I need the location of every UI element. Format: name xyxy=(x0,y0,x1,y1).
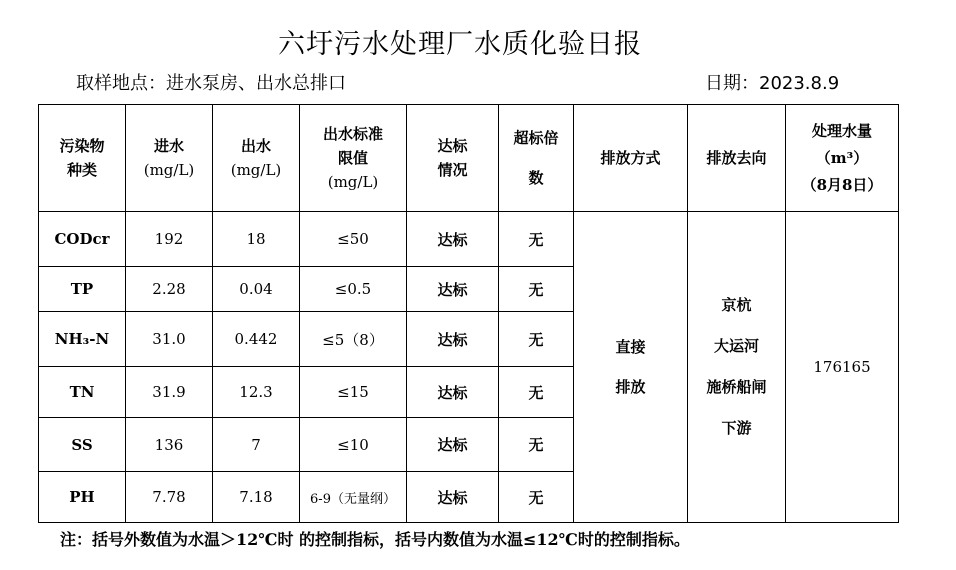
exceed-cell: 无 xyxy=(499,418,574,472)
col-header-status: 达标 情况 xyxy=(407,105,499,212)
exceed-cell: 无 xyxy=(499,312,574,367)
influent-cell: 31.0 xyxy=(126,312,213,367)
col-header-effluent xyxy=(213,105,300,212)
col-header-limit-unit: (mg/L) xyxy=(327,173,379,191)
treated-volume-cell: 176165 xyxy=(786,212,899,523)
col-header-influent-unit: (mg/L) xyxy=(143,161,195,179)
col-header-influent-label: 进水 xyxy=(153,137,184,155)
col-header-limit xyxy=(300,105,407,212)
report-date: 日期：2023.8.9 xyxy=(705,73,840,94)
pollutant-cell: PH xyxy=(39,472,126,523)
effluent-cell: 7.18 xyxy=(213,472,300,523)
influent-cell: 7.78 xyxy=(126,472,213,523)
col-header-influent xyxy=(126,105,213,212)
limit-cell: ≤0.5 xyxy=(300,267,407,312)
col-header-limit-label: 出水标准 限值 xyxy=(322,125,383,167)
report-title: 六圩污水处理厂水质化验日报 xyxy=(278,29,642,60)
effluent-cell: 7 xyxy=(213,418,300,472)
influent-cell: 31.9 xyxy=(126,367,213,418)
discharge-method-cell: 直接 排放 xyxy=(574,212,688,523)
col-header-effluent-unit: (mg/L) xyxy=(230,161,282,179)
col-header-exceed: 超标倍 数 xyxy=(499,105,574,212)
limit-cell: 6-9（无量纲） xyxy=(300,472,407,523)
footnote: 注：括号外数值为水温＞12℃时 的控制指标，括号内数值为水温≤12℃时的控制指标。 xyxy=(60,530,690,549)
exceed-cell: 无 xyxy=(499,472,574,523)
status-cell: 达标 xyxy=(407,472,499,523)
exceed-cell: 无 xyxy=(499,267,574,312)
limit-cell: ≤5（8） xyxy=(300,312,407,367)
effluent-cell: 18 xyxy=(213,212,300,267)
table-header-row xyxy=(39,105,899,212)
status-cell: 达标 xyxy=(407,267,499,312)
effluent-cell: 0.04 xyxy=(213,267,300,312)
exceed-cell: 无 xyxy=(499,367,574,418)
pollutant-cell: CODcr xyxy=(39,212,126,267)
col-header-pollutant: 污染物 种类 xyxy=(39,105,126,212)
limit-cell: ≤10 xyxy=(300,418,407,472)
pollutant-cell: TP xyxy=(39,267,126,312)
pollutant-cell: TN xyxy=(39,367,126,418)
col-header-volume: 处理水量 （m³） （8月8日） xyxy=(786,105,899,212)
pollutant-cell: SS xyxy=(39,418,126,472)
influent-cell: 2.28 xyxy=(126,267,213,312)
limit-cell: ≤15 xyxy=(300,367,407,418)
col-header-discharge-method: 排放方式 xyxy=(574,105,688,212)
pollutant-cell: NH₃-N xyxy=(39,312,126,367)
status-cell: 达标 xyxy=(407,312,499,367)
influent-cell: 136 xyxy=(126,418,213,472)
limit-cell: ≤50 xyxy=(300,212,407,267)
exceed-cell: 无 xyxy=(499,212,574,267)
status-cell: 达标 xyxy=(407,367,499,418)
discharge-destination-cell: 京杭 大运河 施桥船闸 下游 xyxy=(688,212,786,523)
col-header-discharge-dest: 排放去向 xyxy=(688,105,786,212)
water-quality-table xyxy=(38,104,899,523)
effluent-cell: 0.442 xyxy=(213,312,300,367)
influent-cell: 192 xyxy=(126,212,213,267)
table-row xyxy=(39,212,899,267)
status-cell: 达标 xyxy=(407,212,499,267)
effluent-cell: 12.3 xyxy=(213,367,300,418)
col-header-effluent-label: 出水 xyxy=(240,137,271,155)
sample-site: 取样地点：进水泵房、出水总排口 xyxy=(76,73,346,94)
status-cell: 达标 xyxy=(407,418,499,472)
